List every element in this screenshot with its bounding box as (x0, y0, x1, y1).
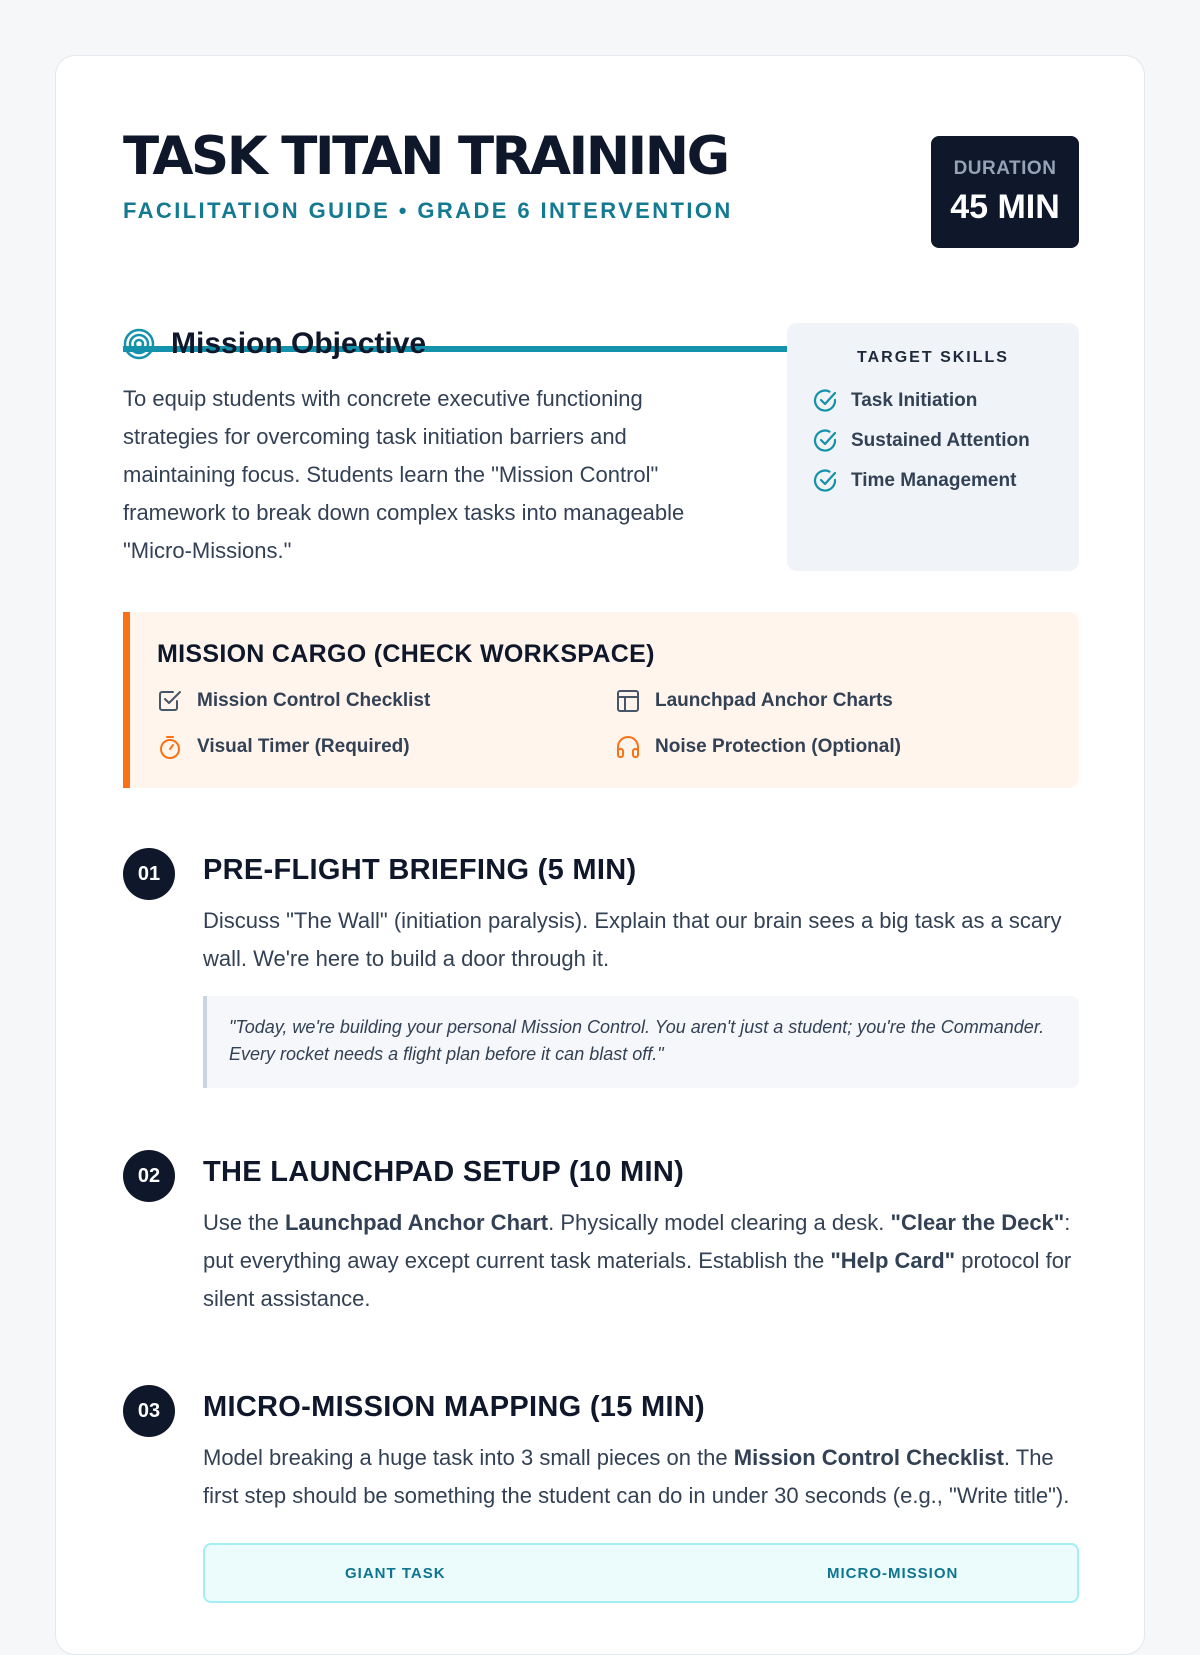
text-run: Use the (203, 1210, 285, 1235)
check-circle-icon (813, 468, 839, 494)
task-mapping-box (203, 1543, 1079, 1603)
skill-item (813, 381, 1053, 421)
cargo-list (157, 685, 1052, 763)
text-emphasis: Mission Control Checklist (733, 1445, 1004, 1470)
text-emphasis: "Clear the Deck" (890, 1210, 1065, 1235)
step-number: 01 (123, 848, 175, 900)
skill-label: Task Initiation (851, 390, 978, 411)
objective-heading-row (123, 322, 733, 366)
check-circle-icon (813, 428, 839, 454)
page-title: TASK TITAN TRAINING (123, 126, 728, 187)
guide-header (123, 126, 1079, 286)
page-subtitle: FACILITATION GUIDE • GRADE 6 INTERVENTION (123, 198, 733, 223)
check-circle-icon (813, 388, 839, 414)
target-skills-heading: TARGET SKILLS (857, 349, 1009, 366)
step-body (203, 1385, 1079, 1603)
cargo-item (157, 685, 615, 717)
cargo-item-label: Launchpad Anchor Charts (655, 690, 893, 711)
cargo-item-label: Mission Control Checklist (197, 690, 431, 711)
skill-item (813, 461, 1053, 501)
text-emphasis: "Help Card" (830, 1248, 956, 1273)
text-run: Model breaking a huge task into 3 small pieces on the (203, 1445, 734, 1470)
step-title: PRE-FLIGHT BRIEFING (5 MIN) (203, 854, 637, 886)
cargo-item (615, 731, 1055, 763)
text-run: . Physically model clearing a desk. (548, 1210, 891, 1235)
skill-label: Time Management (851, 470, 1017, 491)
step-title: MICRO-MISSION MAPPING (15 MIN) (203, 1391, 706, 1423)
cargo-heading: MISSION CARGO (CHECK WORKSPACE) (157, 640, 655, 668)
step-title: THE LAUNCHPAD SETUP (10 MIN) (203, 1156, 685, 1188)
duration-label: DURATION (953, 158, 1057, 179)
headphones-icon (615, 734, 641, 760)
step-text: Discuss "The Wall" (initiation paralysis). Explain that our brain sees a big task as a scary wall. We're here to build a door through it. (203, 908, 1062, 971)
target-skills-list (813, 381, 1053, 501)
step-text (203, 1204, 1079, 1318)
target-icon (123, 328, 155, 360)
objective-heading: Mission Objective (171, 327, 427, 360)
duration-value: 45 MIN (950, 188, 1060, 226)
checkbox-icon (157, 688, 183, 714)
text-run: : put everything away except current task materials. Establish the (203, 1210, 1071, 1273)
skill-label: Sustained Attention (851, 430, 1030, 451)
text-run: . The first step should be something the student can do in under 30 seconds (e.g., "Write title"). (203, 1445, 1070, 1508)
cargo-item-label: Noise Protection (Optional) (655, 736, 901, 757)
step-number: 03 (123, 1385, 175, 1437)
giant-task-label: GIANT TASK (345, 1565, 446, 1582)
text-run: protocol for silent assistance. (203, 1248, 1072, 1311)
text-emphasis: Launchpad Anchor Chart (284, 1210, 549, 1235)
micro-mission-label: MICRO-MISSION (827, 1565, 959, 1582)
guide-card (55, 55, 1145, 1655)
target-skills-panel (787, 323, 1079, 571)
cargo-item (157, 731, 615, 763)
cargo-item (615, 685, 1055, 717)
skill-item (813, 421, 1053, 461)
timer-icon (157, 734, 183, 760)
step-text (203, 1439, 1079, 1515)
step-body (203, 848, 1079, 1088)
mission-cargo-panel (123, 612, 1079, 788)
step-quote: "Today, we're building your personal Mission Control. You aren't just a student; you're the Commander. Every rocket needs a flight plan before it can blast off." (203, 996, 1079, 1088)
step-body (203, 1150, 1079, 1318)
layout-icon (615, 688, 641, 714)
objective-text: To equip students with concrete executive functioning strategies for overcoming task initiation barriers and maintaining focus. Students learn the "Mission Control" framework to break down complex tasks into manageable "Micro-Missions." (123, 386, 685, 563)
step-number: 02 (123, 1150, 175, 1202)
duration-badge (931, 136, 1079, 248)
cargo-item-label: Visual Timer (Required) (197, 736, 410, 757)
mission-objective-section (123, 322, 733, 570)
